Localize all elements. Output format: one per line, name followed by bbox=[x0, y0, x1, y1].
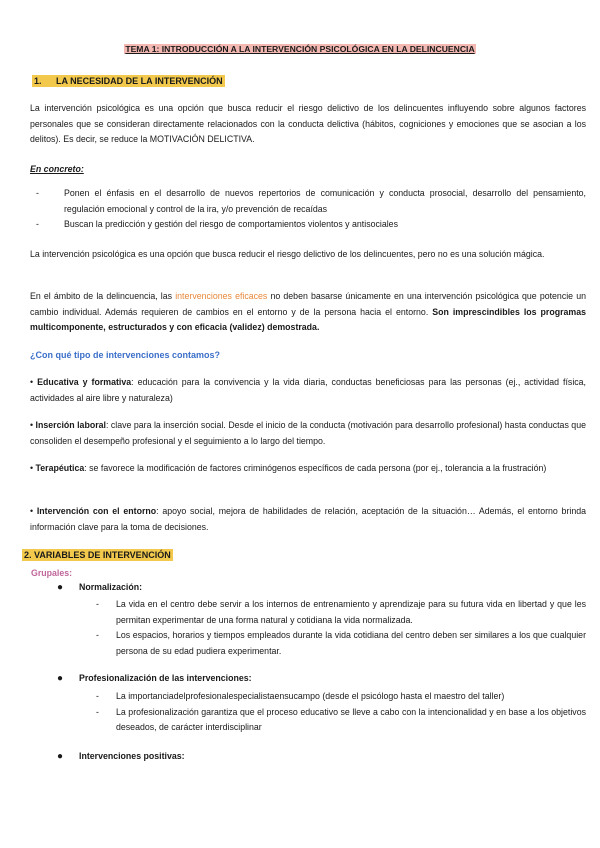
list-item: - Ponen el énfasis en el desarrollo de nuevos repertorios de comunicación y conducta prosocial, desarrollo del pensamiento, regulación emocional y control de la ira, y/o prevención de recaídas bbox=[30, 186, 586, 217]
variable-sublist bbox=[96, 689, 586, 736]
list-item: - La vida en el centro debe servir a los internos de entrenamiento y aprendizaje para su futura vida en libertad y que les permitan experimentar de una forma natural y cotidiana la vida normalizada. bbox=[96, 597, 586, 628]
bullet-icon: ● bbox=[57, 751, 64, 762]
bullet-icon: • bbox=[30, 463, 36, 473]
variable-item bbox=[57, 751, 185, 762]
type-label: Educativa y formativa bbox=[37, 377, 132, 387]
bullet-icon: ● bbox=[57, 582, 64, 593]
list-item: - Buscan la predicción y gestión del riesgo de comportamientos violentos y antisociales bbox=[30, 217, 586, 233]
variable-label: Normalización: bbox=[79, 582, 143, 592]
section1-paragraph-3 bbox=[30, 289, 586, 336]
bullet-icon: • bbox=[30, 377, 38, 387]
list-item: - Los espacios, horarios y tiempos empleados durante la vida cotidiana del centro deben ser similares a los que cualquier persona de su edad pudiera experimentar. bbox=[96, 628, 586, 659]
type-label: Intervención con el entorno bbox=[36, 506, 157, 516]
bullet-icon: • bbox=[30, 420, 36, 430]
title-text: TEMA 1: INTRODUCCIÓN A LA INTERVENCIÓN PSICOLÓGICA EN LA DELINCUENCIA bbox=[125, 44, 475, 54]
type-text: : educación para la convivencia y la vida diaria, conductas beneficiosas para las personas (ej., actividad física, actividades al aire libre y naturaleza) bbox=[30, 377, 587, 403]
section2-heading bbox=[22, 550, 173, 560]
intervention-type-item bbox=[30, 504, 586, 535]
grupales-label: Grupales: bbox=[31, 568, 73, 578]
intervention-type-item bbox=[30, 418, 586, 449]
para3-highlight: intervenciones eficaces bbox=[175, 291, 268, 301]
document-title bbox=[0, 44, 600, 54]
variable-item bbox=[57, 582, 142, 593]
variable-sublist bbox=[96, 597, 586, 659]
list-item: - La importanciadelprofesionalespecialistaensucampo (desde el psicólogo hasta el maestro del taller) bbox=[96, 689, 586, 705]
section1-heading bbox=[32, 76, 225, 86]
intervention-type-item bbox=[30, 375, 586, 406]
bullet-icon: ● bbox=[57, 673, 64, 684]
section1-number: 1. bbox=[34, 76, 42, 86]
variable-label: Intervenciones positivas: bbox=[79, 751, 185, 761]
section1-title: LA NECESIDAD DE LA INTERVENCIÓN bbox=[56, 76, 223, 86]
intervention-type-item bbox=[30, 461, 586, 477]
concreto-list bbox=[30, 186, 586, 233]
section2-title: 2. VARIABLES DE INTERVENCIÓN bbox=[24, 550, 171, 560]
list-item: - La profesionalización garantiza que el proceso educativo se lleve a cabo con la intencionalidad y en base a los objetivos deseados, de carácter interdisciplinar bbox=[96, 705, 586, 736]
type-label: Terapéutica bbox=[35, 463, 85, 473]
intervention-types-question: ¿Con qué tipo de intervenciones contamos? bbox=[30, 350, 221, 360]
section1-paragraph-2: La intervención psicológica es una opción que busca reducir el riesgo delictivo de los delincuentes, pero no es una solución mágica. bbox=[30, 249, 545, 259]
para3-text-a: En el ámbito de la delincuencia, las bbox=[30, 291, 176, 301]
type-label: Inserción laboral bbox=[35, 420, 106, 430]
type-text: : clave para la inserción social. Desde el inicio de la conducta (motivación para desarrollo profesional) hasta conductas que consoliden el desempeño profesional y el seguimiento a lo largo del tiempo. bbox=[30, 420, 586, 446]
para3-bold: Son imprescindibles los programas multicomponente, estructurados y con eficacia (validez) demostrada. bbox=[30, 306, 586, 332]
variable-label: Profesionalización de las intervenciones: bbox=[79, 673, 252, 683]
bullet-icon: • bbox=[30, 506, 37, 516]
type-text: : apoyo social, mejora de habilidades de relación, aceptación de la situación… Además, el entorno brinda información clave para la toma de decisiones. bbox=[30, 506, 587, 532]
type-text: : se favorece la modificación de factores criminógenos específicos de cada persona (por ej., tolerancia a la frustración) bbox=[84, 463, 547, 473]
section1-paragraph-1: La intervención psicológica es una opción que busca reducir el riesgo delictivo de los delincuentes influyendo sobre algunos factores personales que se consideran directamente relacionados con la conducta delictiva (hábitos, cogniciones y emociones que se asocian a los delitos). Es decir, se reduce la MOTIVACIÓN DELICTIVA. bbox=[30, 103, 586, 144]
variable-item bbox=[57, 673, 252, 684]
concreto-label: En concreto: bbox=[30, 164, 84, 174]
para3-text-b: no deben basarse únicamente en una intervención psicológica que potencie un cambio individual. Además requieren de cambios en el entorno y de la persona hacia el entorno. bbox=[30, 291, 586, 317]
